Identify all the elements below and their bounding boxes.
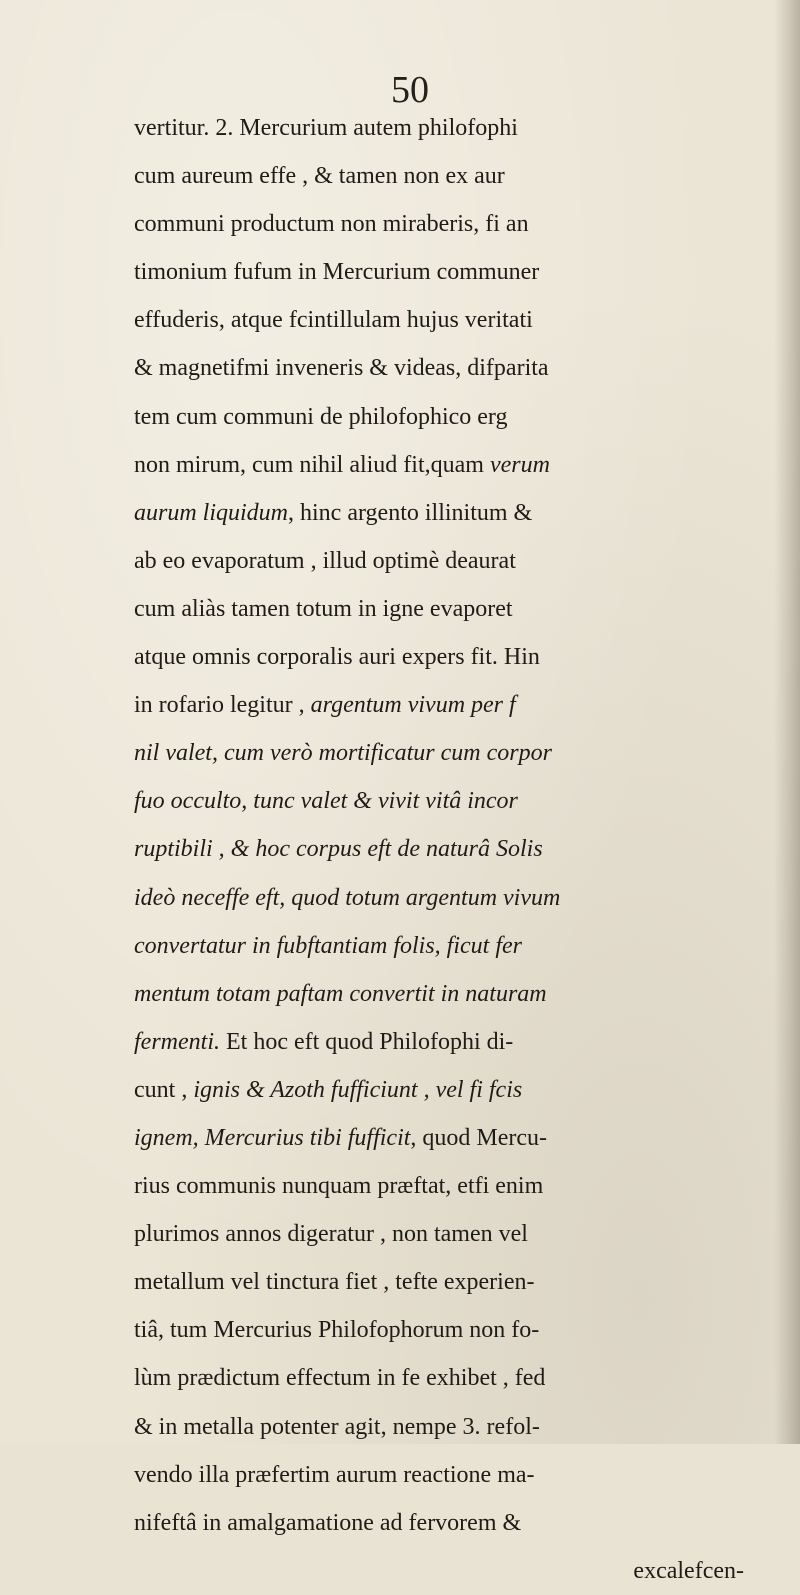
roman-text: Et hoc eft quod Philofophi di- [219,1028,514,1055]
roman-text: cum aureum effe , & tamen non ex aur [134,163,505,190]
italic-text: aurum liquidum [134,499,289,526]
text-line [134,585,786,633]
roman-text: & in metalla potenter agit, nempe 3. refol- [134,1413,540,1440]
roman-text: vertitur. 2. Mercurium autem philofophi [134,115,518,141]
roman-text: rius communis nunquam præftat, etfi enim [134,1173,544,1200]
roman-text: lùm prædictum effectum in fe exhibet , fed [134,1365,546,1392]
text-line [134,633,786,681]
italic-text: argentum vivum per f [310,692,516,719]
text-line [134,1547,786,1595]
roman-text: vendo illa præfertim aurum reactione ma- [134,1461,535,1488]
text-line [134,1499,786,1547]
italic-text: convertatur in fubftantiam folis, ficut fer [134,932,522,959]
text-line [134,489,786,537]
text-line [134,874,786,922]
roman-text: non mirum, cum nihil aliud fit,quam [134,451,490,478]
italic-text: fuo occulto, tunc valet & vivit vitâ incor [134,788,518,815]
text-line [134,922,786,970]
text-line [134,537,786,585]
text-line [134,1354,786,1402]
text-line [134,681,786,729]
roman-text: timonium fufum in Mercurium communer [134,259,540,286]
text-line [134,296,786,344]
italic-text: ignis & Azoth fufficiunt , vel fi fcis [193,1076,523,1103]
text-line [134,1258,786,1306]
roman-text: , quod Mercu- [410,1124,548,1151]
body-text [134,104,786,1595]
roman-text: cunt , [134,1076,194,1103]
italic-text: ideò neceffe eft, quod totum argentum vivum [134,884,561,911]
roman-text: tem cum communi de philofophico erg [134,403,508,430]
text-line [134,729,786,777]
text-line [134,393,786,441]
text-line [134,344,786,392]
text-line [134,1210,786,1258]
roman-text: excalefcen- [633,1557,744,1584]
roman-text: in rofario legitur , [134,692,311,719]
text-line [134,1114,786,1162]
roman-text: metallum vel tinctura fiet , tefte experien- [134,1269,535,1296]
italic-text: ignem, Mercurius tibi fufficit [134,1124,411,1151]
text-line [134,1066,786,1114]
text-line [134,104,786,152]
roman-text: tiâ, tum Mercurius Philofophorum non fo- [134,1317,540,1344]
page-number: 50 [391,69,429,111]
roman-text: ab eo evaporatum , illud optimè deaurat [134,547,516,574]
italic-text: fermenti. [134,1028,220,1055]
text-line [134,777,786,825]
text-line [134,970,786,1018]
roman-text: nifeftâ in amalgamatione ad fervorem & [134,1509,522,1536]
text-line [134,441,786,489]
text-line [134,825,786,873]
text-line [134,1403,786,1451]
roman-text: plurimos annos digeratur , non tamen vel [134,1221,528,1248]
text-line [134,248,786,296]
roman-text: atque omnis corporalis auri expers fit. Hin [134,644,540,671]
roman-text: & magnetifmi inveneris & videas, difparita [134,355,549,382]
italic-text: ruptibili , & hoc corpus eft de naturâ Solis [134,836,543,863]
text-line [134,200,786,248]
italic-text: nil valet, cum verò mortificatur cum corpor [134,740,552,767]
italic-text: verum [489,451,550,478]
text-line [134,1018,786,1066]
text-line [134,1162,786,1210]
roman-text: , hinc argento illinitum & [288,499,533,526]
text-line [134,1451,786,1499]
text-line [134,1306,786,1354]
roman-text: communi productum non miraberis, fi an [134,211,529,238]
roman-text: effuderis, atque fcintillulam hujus veritati [134,307,533,334]
roman-text: cum aliàs tamen totum in igne evaporet [134,595,513,622]
italic-text: mentum totam paftam convertit in naturam [134,980,547,1007]
text-line [134,152,786,200]
